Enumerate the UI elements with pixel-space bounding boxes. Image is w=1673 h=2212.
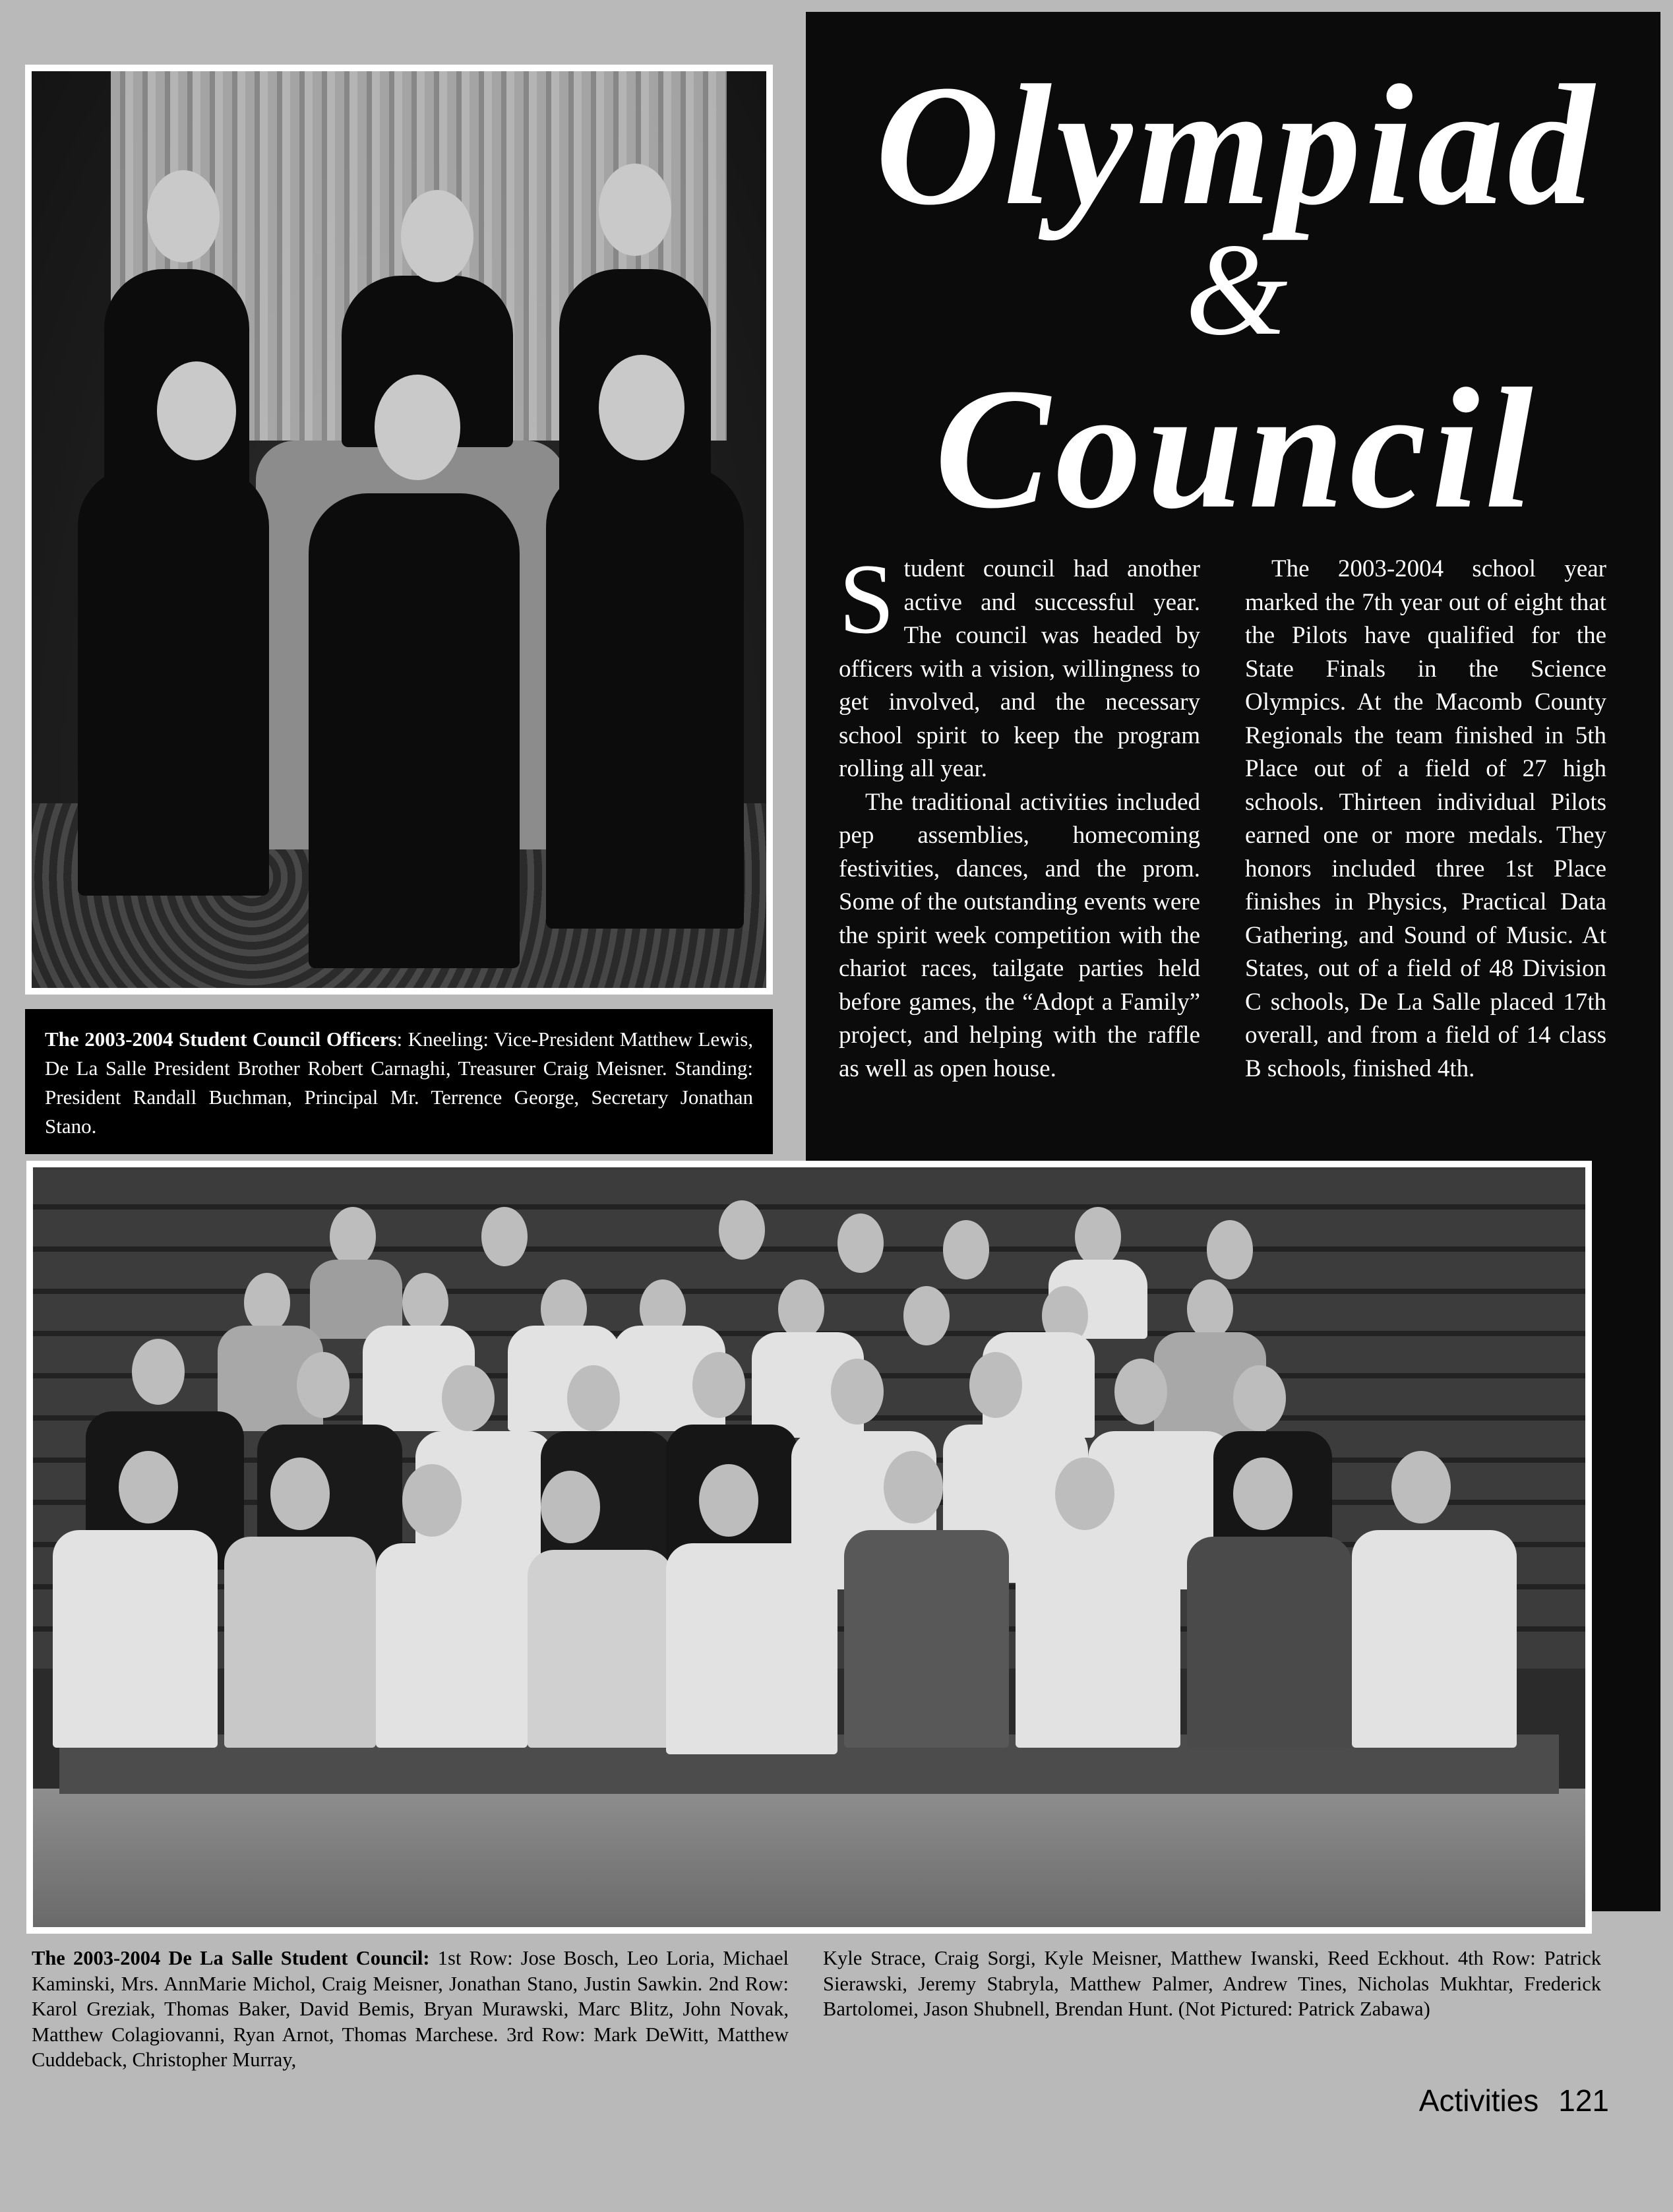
page-number: 121 [1558,2083,1609,2118]
council-caption-lead: The 2003-2004 De La Salle Student Council: [32,1947,430,1969]
page-title-council: Council [934,353,1538,544]
article-column-2 [1245,553,1606,1086]
page-title-ampersand: & [1185,217,1288,363]
article-paragraph-3: The 2003-2004 school year marked the 7th year out of eight that the Pilots have qualified for the State Finals in the Science Olympics. At the Macomb County Regionals the team finished in 5th Place out of a field of 27 high schools. Thirteen individual Pilots earned one or more medals. They honors included three 1st Place finishes in Physics, Practical Data Gathering, and Sound of Music. At States, out of a field of 48 Division C schools, De La Salle placed 17th overall, and from a field of 14 class B schools, finished 4th. [1245,555,1606,1082]
officers-caption-lead: The 2003-2004 Student Council Officers [45,1028,397,1051]
council-group-photo-image [33,1167,1585,1927]
page-footer [1345,2083,1609,2118]
article-column-1 [839,543,1200,1086]
officers-photo [25,65,773,995]
officers-photo-image [32,71,766,988]
article-paragraph-1: Student council had another active and successful year. The council was headed by officers with a vision, willingness to get involved, and the necessary school spirit to keep the program rolling all year. [839,543,1200,782]
article-paragraph-2: The traditional activities included pep assemblies, homecoming festivities, dances, and the prom. Some of the outstanding events were the spirit week competition with the chariot races, tailgate parties held before games, the “Adopt a Family” project, and helping with the raffle as well as open house. [839,788,1200,1082]
council-caption-left: The 2003-2004 De La Salle Student Council: 1st Row: Jose Bosch, Leo Loria, Michael Kaminski, Mrs. AnnMarie Michol, Craig Meisner, Jonathan Stano, Justin Sawkin. 2nd Row: Karol Greziak, Thomas Baker, David Bemis, Bryan Murawski, Marc Blitz, John Novak, Matthew Colagiovanni, Ryan Arnot, Thomas Marchese. 3rd Row: Mark DeWitt, Matthew Cuddeback, Christopher Murray, [32,1947,789,2071]
council-caption [32,1946,1601,2071]
officers-caption [25,1009,773,1154]
council-group-photo [26,1161,1592,1934]
section-name: Activities [1418,2083,1539,2118]
drop-cap: S [839,543,895,654]
officers-caption-text: : Kneeling: Vice-President Matthew Lewis, De La Salle President Brother Robert Carnaghi, Treasurer Craig Meisner. Standing: President Randall Buchman, Principal Mr. Terrence George, Secretary Jonathan Stano. [45,1028,754,1138]
council-caption-right: Kyle Strace, Craig Sorgi, Kyle Meisner, Matthew Iwanski, Reed Eckhout. 4th Row: Patrick Sierawski, Jeremy Stabryla, Matthew Palmer, Andrew Tines, Nicholas Mukhtar, Frederick Bartolomei, Jason Shubnell, Brendan Hunt. (Not Pictured: Patrick Zabawa) [823,1947,1601,2020]
page-title-olympiad: Olympiad [875,49,1598,241]
